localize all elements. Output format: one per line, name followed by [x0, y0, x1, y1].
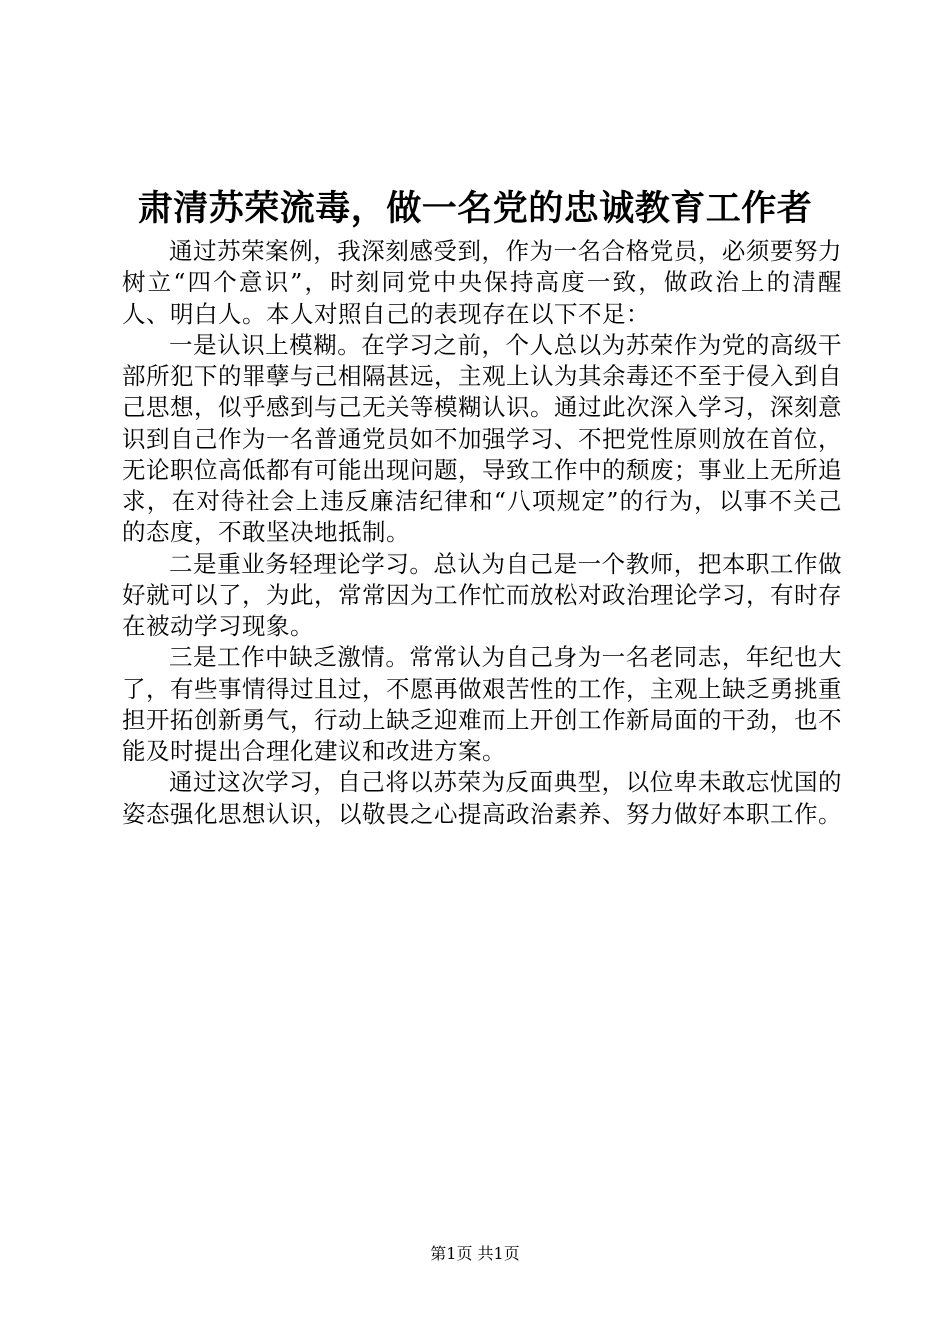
paragraph-point-three: 三是工作中缺乏激情。常常认为自己身为一名老同志，年纪也大了，有些事情得过且过，不愿再做艰苦性的工作，主观上缺乏勇挑重担开拓创新勇气，行动上缺乏迎难而上开创工作新局面的干劲，也不能及时提出合理化建议和改进方案。: [122, 643, 842, 765]
paragraph-point-two: 二是重业务轻理论学习。总认为自己是一个教师，把本职工作做好就可以了，为此，常常因为工作忙而放松对政治理论学习，有时存在被动学习现象。: [122, 549, 842, 640]
document-title: 肃清苏荣流毒，做一名党的忠诚教育工作者: [137, 188, 813, 229]
paragraph-point-one: 一是认识上模糊。在学习之前，个人总以为苏荣作为党的高级干部所犯下的罪孽与己相隔甚远，主观上认为其余毒还不至于侵入到自己思想，似乎感到与己无关等模糊认识。通过此次深入学习，深刻意识到自己作为一名普通党员如不加强学习、不把党性原则放在首位，无论职位高低都有可能出现问题，导致工作中的颓废；事业上无所追求，在对待社会上违反廉洁纪律和“八项规定”的行为，以事不关己的态度，不敢坚决地抵制。: [122, 330, 842, 547]
document-body: [122, 236, 842, 830]
page-number-footer: 第1页 共1页: [430, 1244, 520, 1263]
paragraph-conclusion: 通过这次学习，自己将以苏荣为反面典型，以位卑未敢忘忧国的姿态强化思想认识，以敬畏之心提高政治素养、努力做好本职工作。: [122, 768, 842, 828]
paragraph-intro: 通过苏荣案例，我深刻感受到，作为一名合格党员，必须要努力树立“四个意识”，时刻同党中央保持高度一致，做政治上的清醒人、明白人。本人对照自己的表现存在以下不足：: [122, 237, 842, 328]
